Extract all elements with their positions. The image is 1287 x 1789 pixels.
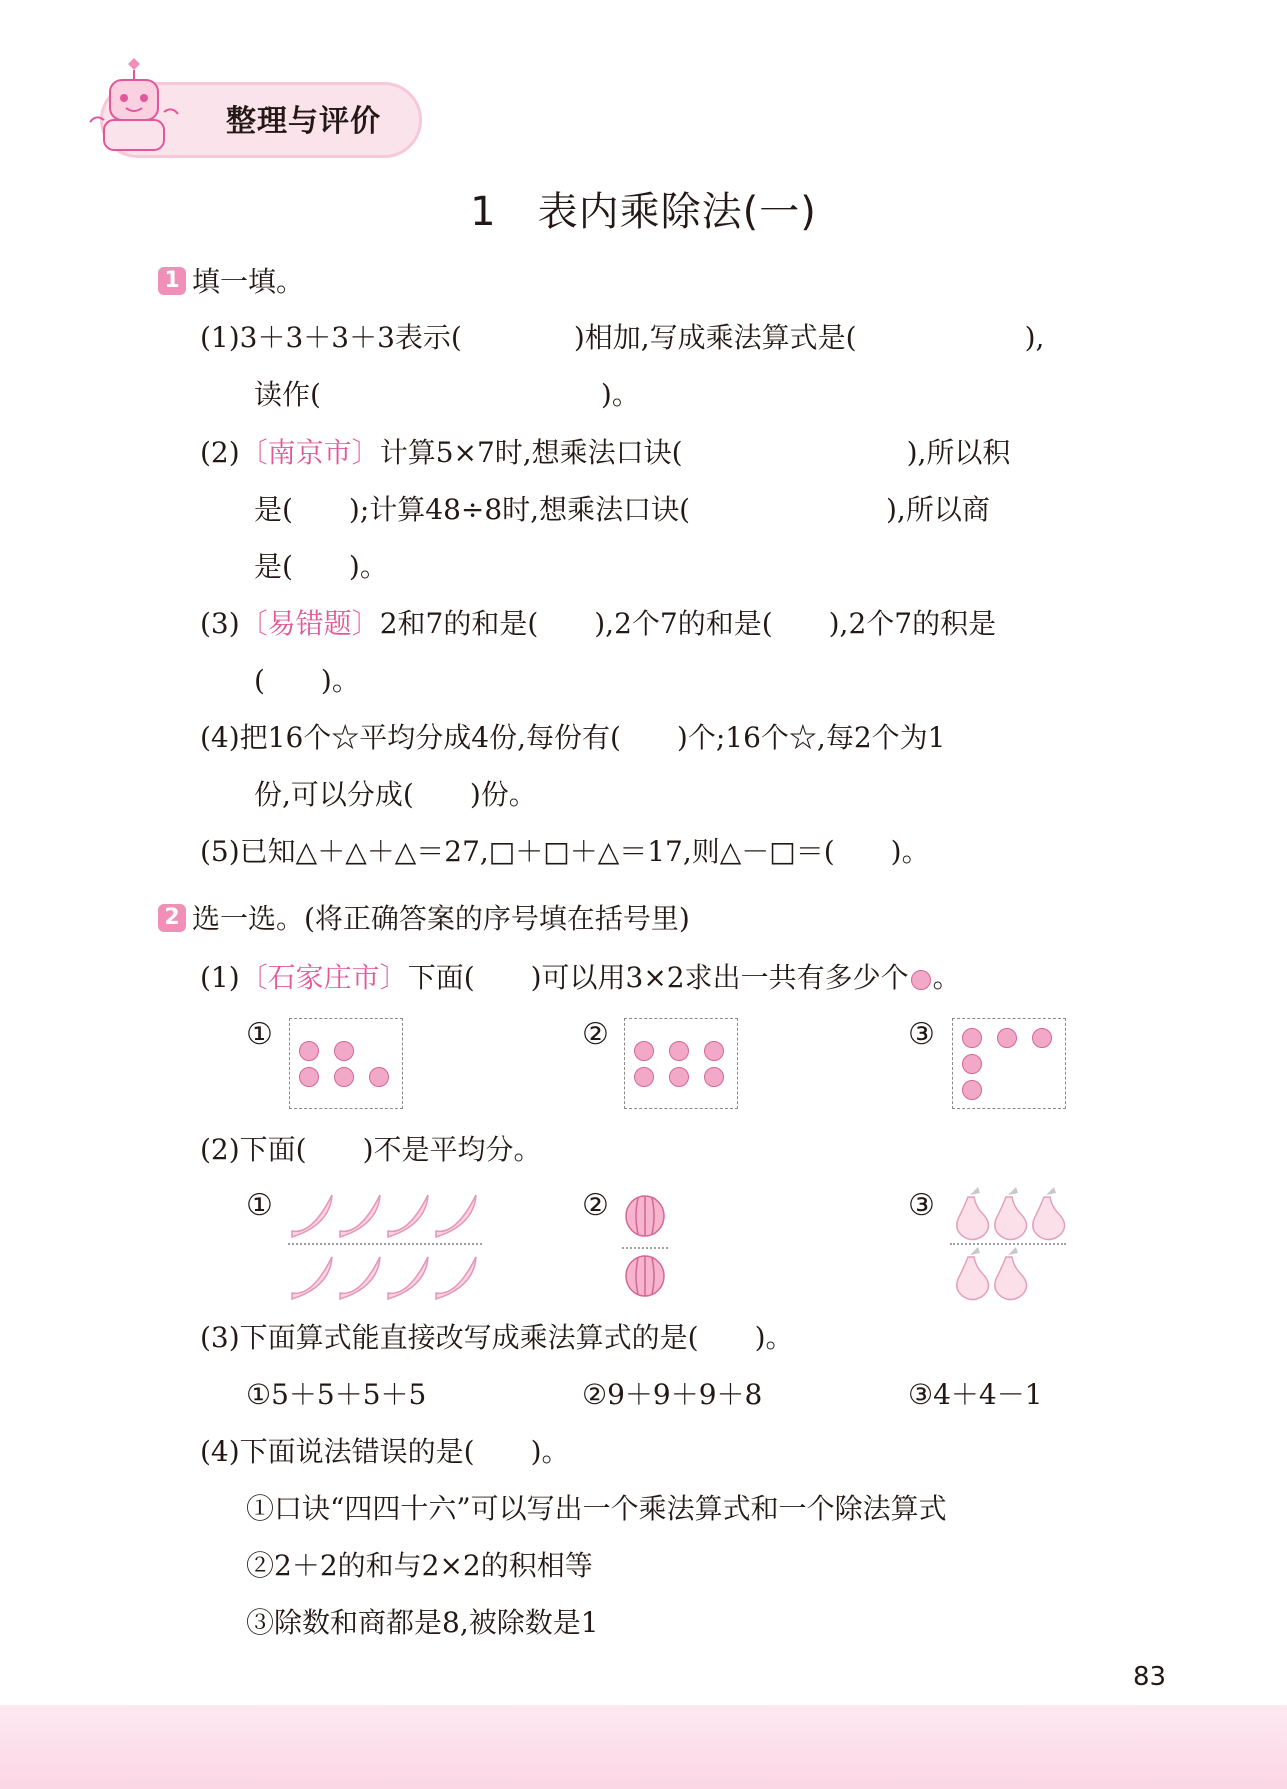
q2-part-1-prefix: (1): [200, 961, 240, 994]
q2-part-2: (2)下面( )不是平均分。: [200, 1133, 542, 1166]
q1-number-badge: 1: [158, 267, 186, 295]
q1-item-1-line2: 读作( )。: [254, 378, 640, 411]
q2-part-1: [200, 958, 961, 998]
dot-icon: [962, 1080, 982, 1100]
q1-item-2-tag: 〔南京市〕: [239, 436, 380, 469]
dot-icon: [369, 1067, 389, 1087]
dot-icon: [334, 1041, 354, 1061]
q2-p1-option-1-box: [289, 1018, 403, 1109]
p2-opt1-divider: [288, 1243, 482, 1245]
q2-part-1-end: 。: [932, 961, 961, 994]
dot-icon: [634, 1041, 654, 1061]
q1-item-5: (5)已知△＋△＋△＝27,□＋□＋△＝17,则△－□＝( )。: [200, 835, 930, 868]
dot-icon: [334, 1067, 354, 1087]
q1-item-3-line1: [200, 604, 996, 644]
q2-p4-option-2: ②2＋2的和与2×2的积相等: [246, 1549, 593, 1582]
q2-p3-option-2: ②9＋9＋9＋8: [582, 1378, 763, 1411]
q1-item-2-line3: 是( )。: [254, 550, 388, 583]
q1-heading: [158, 262, 304, 302]
dot-icon: [1032, 1028, 1052, 1048]
q2-part-4: (4)下面说法错误的是( )。: [200, 1435, 570, 1468]
q2-part-1-tag: 〔石家庄市〕: [239, 961, 408, 994]
pink-dot-icon: [911, 970, 931, 990]
footer-band: [0, 1705, 1287, 1789]
q2-part-3: (3)下面算式能直接改写成乘法算式的是( )。: [200, 1321, 794, 1354]
p2-opt3-divider: [950, 1243, 1066, 1245]
q2-p2-option-label-1: ①: [246, 1188, 273, 1223]
q1-item-2-line1: [200, 433, 1010, 473]
q2-p1-option-2-box: [624, 1018, 738, 1109]
q1-item-1-line1: (1)3＋3＋3＋3表示( )相加,写成乘法算式是( ),: [200, 321, 1045, 354]
q1-item-3-text: 2和7的和是( ),2个7的和是( ),2个7的积是: [379, 607, 997, 640]
dot-icon: [299, 1067, 319, 1087]
q1-item-4-line1: (4)把16个☆平均分成4份,每份有( )个;16个☆,每2个为1: [200, 721, 946, 754]
dot-icon: [669, 1041, 689, 1061]
page-number: 83: [1133, 1662, 1167, 1692]
q1-item-2-prefix: (2): [200, 436, 240, 469]
q2-p3-option-3: ③4＋4－1: [908, 1378, 1043, 1411]
q2-p2-option-label-2: ②: [582, 1188, 609, 1223]
q1-item-3-line2: ( )。: [254, 664, 360, 697]
q1-item-3-tag: 〔易错题〕: [239, 607, 380, 640]
section-title: 整理与评价: [226, 104, 381, 139]
q1-item-2-line2: 是( );计算48÷8时,想乘法口诀( ),所以商: [254, 493, 990, 526]
dot-icon: [704, 1041, 724, 1061]
dot-icon: [704, 1067, 724, 1087]
q2-number-badge: 2: [158, 904, 186, 932]
q2-heading: [158, 899, 690, 939]
q1-item-4-line2: 份,可以分成( )份。: [254, 778, 537, 811]
dot-icon: [997, 1028, 1017, 1048]
q2-p2-option-label-3: ③: [908, 1188, 935, 1223]
lesson-title: 1 表内乘除法(一): [470, 189, 817, 235]
q2-title: 选一选。(将正确答案的序号填在括号里): [192, 902, 690, 935]
q2-p1-option-3-box: [952, 1018, 1066, 1109]
p2-opt2-divider: [622, 1247, 668, 1249]
q2-p1-option-label-1: ①: [246, 1017, 273, 1052]
dot-icon: [634, 1067, 654, 1087]
q1-title: 填一填。: [192, 265, 305, 298]
dot-icon: [962, 1054, 982, 1074]
q2-p4-option-1: ①口诀“四四十六”可以写出一个乘法算式和一个除法算式: [246, 1492, 947, 1525]
q2-part-1-text: 下面( )可以用3×2求出一共有多少个: [407, 961, 909, 994]
q1-item-3-prefix: (3): [200, 607, 240, 640]
dot-icon: [299, 1041, 319, 1061]
q2-p1-option-label-3: ③: [908, 1017, 935, 1052]
watermelons-icon: [622, 1190, 668, 1302]
q2-p3-option-1: ①5＋5＋5＋5: [246, 1378, 427, 1411]
q1-item-2-text: 计算5×7时,想乘法口诀( ),所以积: [379, 436, 1011, 469]
q2-p4-option-3: ③除数和商都是8,被除数是1: [246, 1606, 599, 1639]
q2-p1-option-label-2: ②: [582, 1017, 609, 1052]
robot-mascot-icon: [82, 52, 192, 162]
dot-icon: [962, 1028, 982, 1048]
dot-icon: [669, 1067, 689, 1087]
